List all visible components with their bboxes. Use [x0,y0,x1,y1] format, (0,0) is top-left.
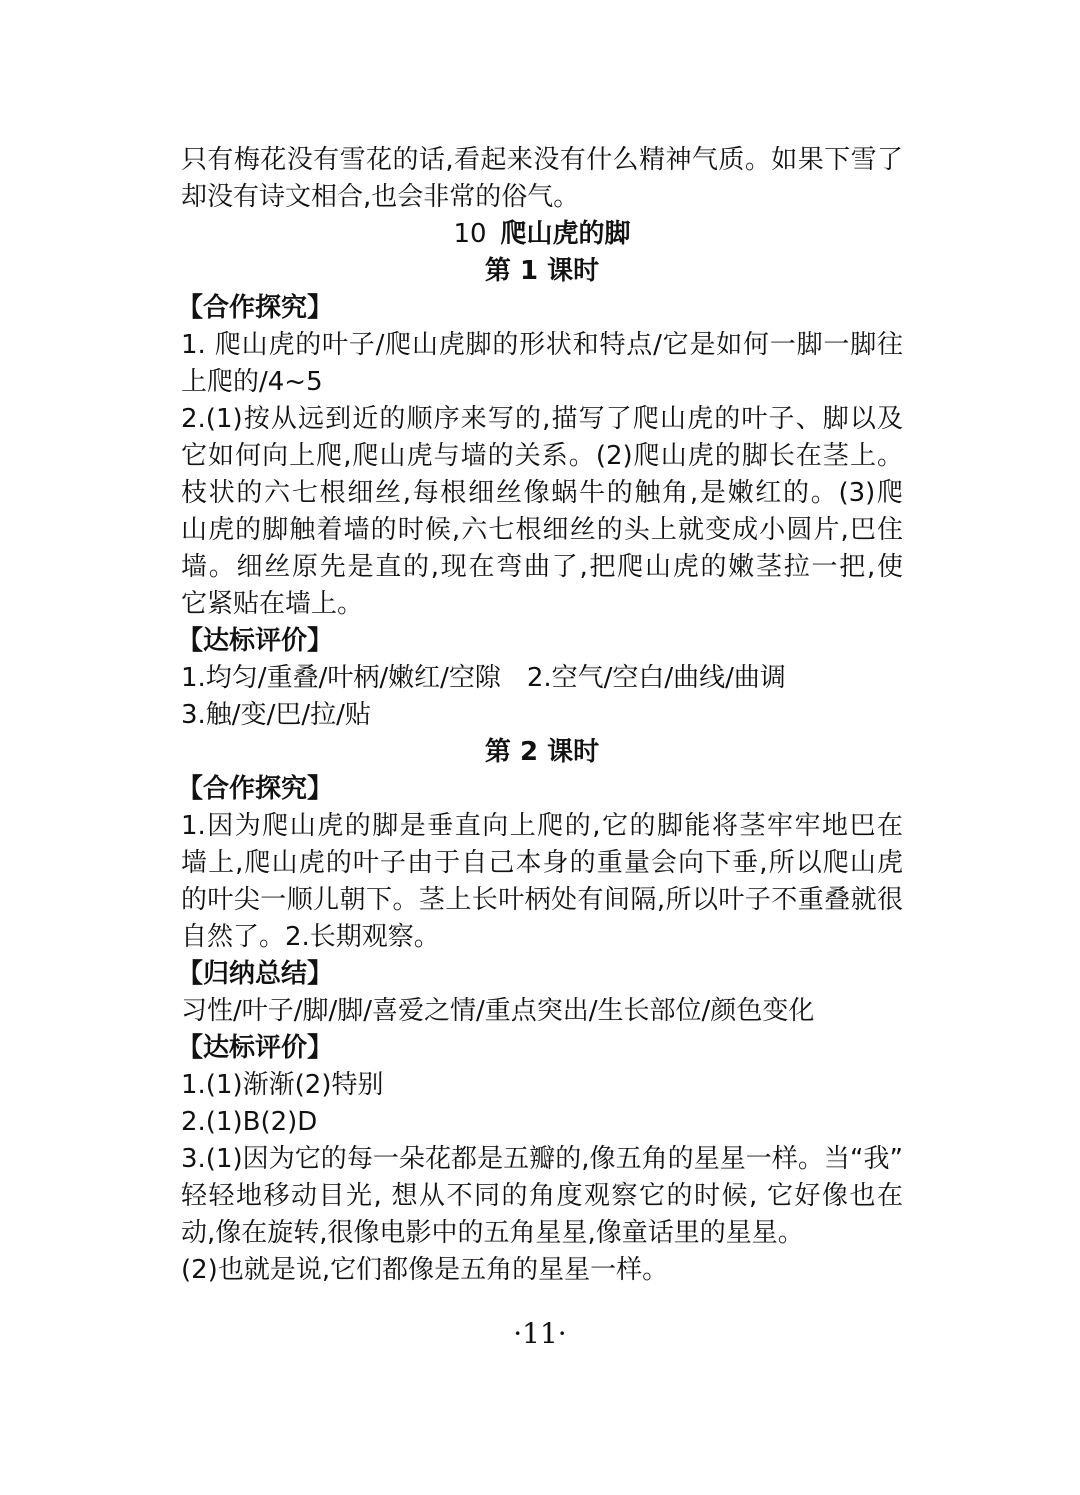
period-1-explore-heading: 【合作探究】 [177,293,334,323]
period-2-evaluate-heading: 【达标评价】 [177,1033,334,1063]
period-2-explore-heading: 【合作探究】 [177,774,334,804]
page-number: ·11· [513,1317,567,1350]
period-1-explore-line: 2.(1)按从远到近的顺序来写的,描写了爬山虎的叶子、脚以及 [181,404,903,434]
period-2-explore-line: 1.因为爬山虎的脚是垂直向上爬的,它的脚能将茎牢牢地巴在 [181,811,903,841]
period-2-evaluate-line: 2.(1)B(2)D [181,1107,318,1137]
period-2-explore-line: 墙上,爬山虎的叶子由于自己本身的重量会向下垂,所以爬山虎 [181,848,903,878]
period-2-explore-line: 的叶尖一顺儿朝下。茎上长叶柄处有间隔,所以叶子不重叠就很 [181,885,903,915]
period-1-evaluate-heading: 【达标评价】 [177,626,334,656]
period-1-evaluate-line: 3.触/变/巴/拉/贴 [181,700,371,730]
period-1-explore-line: 枝状的六七根细丝,每根细丝像蜗牛的触角,是嫩红的。(3)爬 [181,478,903,508]
period-1-explore-line: 1. 爬山虎的叶子/爬山虎脚的形状和特点/它是如何一脚一脚往 [181,330,903,360]
period-2-summary-line: 习性/叶子/脚/脚/喜爱之情/重点突出/生长部位/颜色变化 [181,996,815,1026]
period-1-evaluate-line: 1.均匀/重叠/叶柄/嫩红/空隙 2.空气/空白/曲线/曲调 [181,663,786,693]
period-1-explore-line: 山虎的脚触着墙的时候,六七根细丝的头上就变成小圆片,巴住 [181,515,903,545]
intro-line-1: 只有梅花没有雪花的话,看起来没有什么精神气质。如果下雪了 [181,145,903,175]
period-1-title: 第 1 课时 [484,256,600,286]
period-2-explore-line: 自然了。2.长期观察。 [181,922,440,952]
period-2-summary-heading: 【归纳总结】 [177,959,334,989]
period-2-evaluate-line: 轻轻地移动目光, 想从不同的角度观察它的时候, 它好像也在 [181,1181,903,1211]
period-2-evaluate-line: 1.(1)渐渐(2)特别 [181,1070,384,1100]
period-2-evaluate-line: 动,像在旋转,很像电影中的五角星星,像童话里的星星。 [181,1218,804,1248]
period-1-explore-line: 它紧贴在墙上。 [181,589,364,619]
lesson-title [181,216,903,253]
period-2-title: 第 2 课时 [484,737,600,767]
lesson-number: 10 [453,219,487,249]
period-1-explore-line: 墙。细丝原先是直的,现在弯曲了,把爬山虎的嫩茎拉一把,使 [181,552,903,582]
period-1-explore-line: 上爬的/4~5 [181,367,323,397]
intro-line-2: 却没有诗文相合,也会非常的俗气。 [181,182,580,212]
lesson-title-text: 爬山虎的脚 [500,219,631,249]
period-2-evaluate-line: 3.(1)因为它的每一朵花都是五瓣的,像五角的星星一样。当“我” [181,1144,903,1174]
document-body [177,142,903,1289]
period-1-explore-line: 它如何向上爬,爬山虎与墙的关系。(2)爬山虎的脚长在茎上。 [181,441,903,471]
period-2-evaluate-line: (2)也就是说,它们都像是五角的星星一样。 [181,1255,669,1285]
